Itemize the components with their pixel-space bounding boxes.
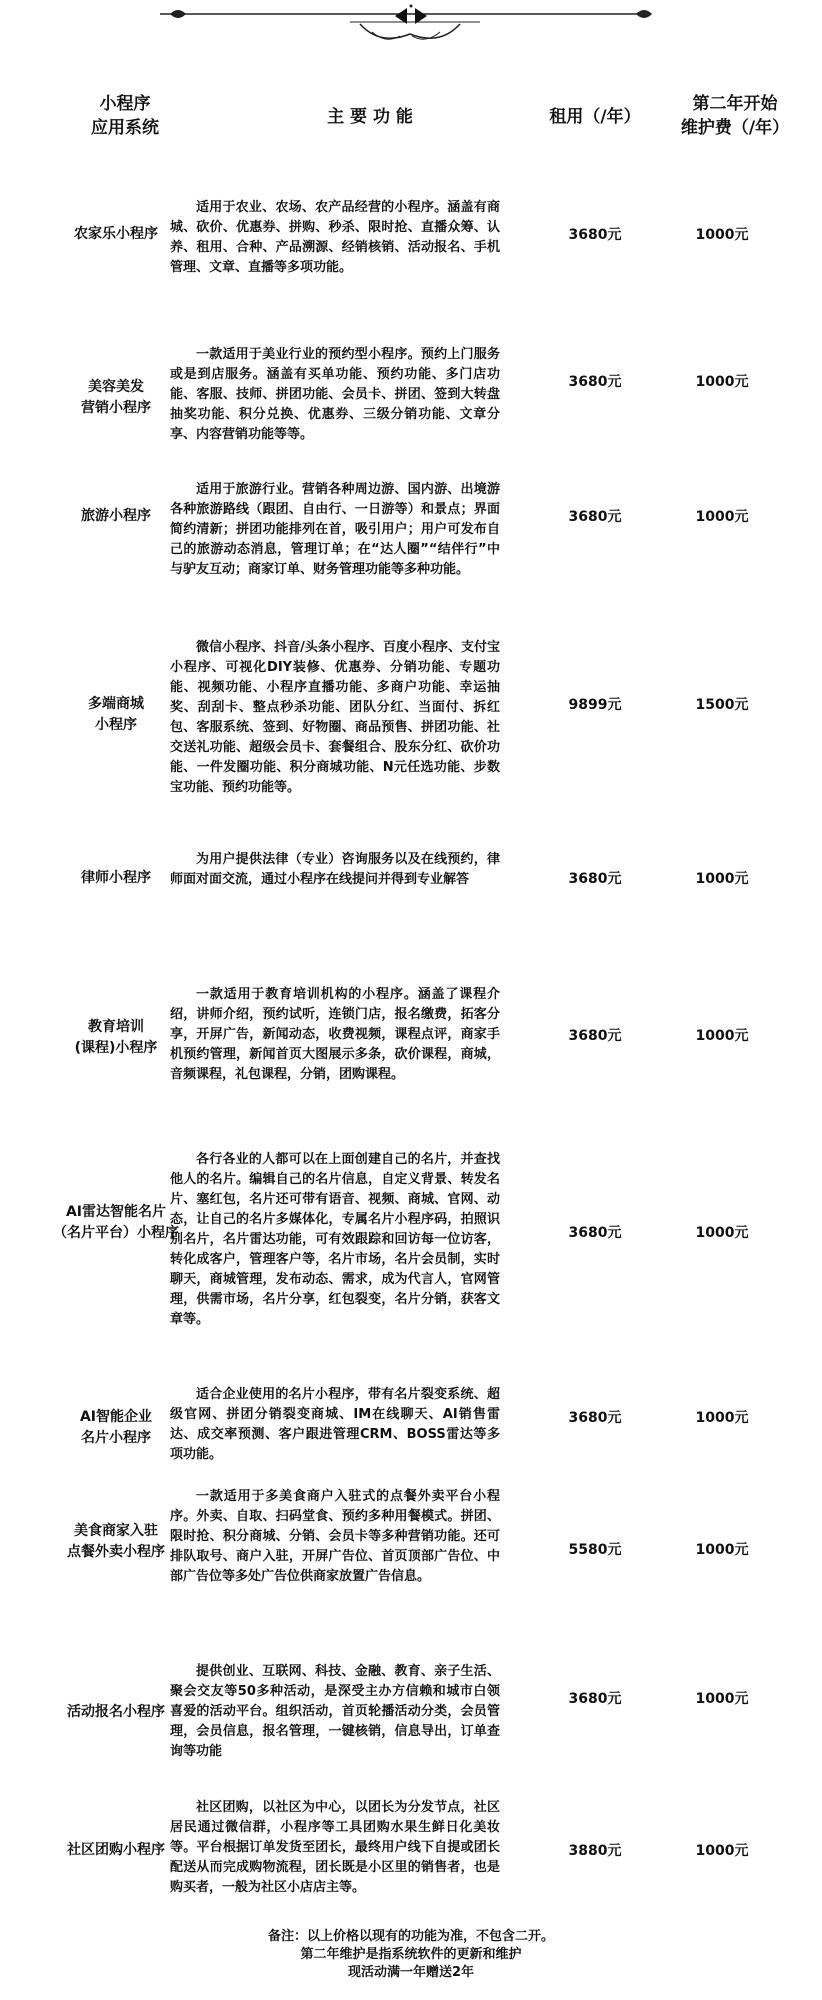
rent-price: 3680元 — [568, 227, 622, 243]
rent-price: 9899元 — [568, 697, 622, 713]
app-description: 微信小程序、抖音/头条小程序、百度小程序、支付宝小程序、可视化DIY装修、优惠券、分销功能、专题功能、视频功能、小程序直播功能、多商户功能、幸运抽奖、刮刮卡、整点秒杀功能、团队分红、当面付、拆红包、客服系统、签到、好物圈、商品预售、拼团功能、社交送礼功能、超级会员卡、套餐组合、股东分红、砍价功能、一件发圈功能、积分商城功能、N元任选功能、步数宝功能、预约功能等。 — [170, 640, 500, 795]
footer-note-1: 备注：以上价格以现有的功能为准，不包含二开。 — [267, 1929, 554, 1944]
app-name: AI雷达智能名片 （名片平台）小程序 — [53, 1204, 179, 1241]
app-name: 活动报名小程序 — [67, 1704, 165, 1720]
app-name: 美容美发 营销小程序 — [81, 379, 151, 416]
header-app-system: 小程序 应用系统 — [91, 94, 159, 138]
rent-price: 3680元 — [568, 374, 622, 390]
header-rent: 租用（/年） — [549, 107, 641, 127]
footer-notes — [0, 1928, 822, 1982]
app-name: 律师小程序 — [81, 870, 151, 886]
header-ornament — [0, 0, 822, 60]
app-description: 各行各业的人都可以在上面创建自己的名片，并查找他人的名片。编辑自己的名片信息，自定义背景、转发名片、塞红包，名片还可带有语音、视频、商城、官网、动态，让自己的名片多媒体化，专属名片小程序码，拍照识别名片，名片雷达功能，可有效跟踪和回访每一位访客，转化成客户，管理客户等，名片市场，名片会员制，实时聊天，商城管理，发布动态、需求，成为代言人，官网管理，供需市场，名片分享，红包裂变，名片分销，获客文章等。 — [170, 1152, 500, 1327]
rent-price: 3680元 — [568, 1691, 622, 1707]
maintenance-fee: 1000元 — [695, 227, 749, 243]
app-description: 提供创业、互联网、科技、金融、教育、亲子生活、聚会交友等50多种活动，是深受主办方信赖和城市白领喜爱的活动平台。组织活动，首页轮播活动分类，会员管理，会员信息，报名管理，一键核销，信息导出，订单查询等功能 — [170, 1664, 500, 1759]
header-maintenance: 第二年开始 维护费（/年） — [680, 94, 790, 138]
maintenance-fee: 1000元 — [695, 1542, 749, 1558]
app-name: 多端商城 小程序 — [88, 696, 144, 733]
maintenance-fee: 1000元 — [695, 1028, 749, 1044]
app-description: 适用于农业、农场、农产品经营的小程序。涵盖有商城、砍价、优惠券、拼购、秒杀、限时抢、直播众筹、认养、租用、合种、产品溯源、经销核销、活动报名、手机管理、文章、直播等多项功能。 — [170, 200, 500, 275]
app-description: 一款适用于教育培训机构的小程序。涵盖了课程介绍，讲师介绍，预约试听，连锁门店，报名缴费，拓客分享，开屏广告，新闻动态，收费视频，课程点评，商家手机预约管理，新闻首页大图展示多条，砍价课程，商城，音频课程，礼包课程，分销，团购课程。 — [170, 987, 500, 1082]
maintenance-fee: 1000元 — [695, 509, 749, 525]
maintenance-fee: 1000元 — [695, 1691, 749, 1707]
rent-price: 3680元 — [568, 509, 622, 525]
footer-note-2: 第二年维护是指系统软件的更新和维护 — [300, 1947, 522, 1962]
app-description: 一款适用于多美食商户入驻式的点餐外卖平台小程序。外卖、自取、扫码堂食、预约多种用餐模式。拼团、限时抢、积分商城、分销、会员卡等多种营销功能。还可排队取号、商户入驻，开屏广告位、首页顶部广告位、中部广告位等多处广告位供商家放置广告信息。 — [170, 1489, 500, 1584]
maintenance-fee: 1000元 — [695, 374, 749, 390]
app-name: 旅游小程序 — [81, 508, 151, 524]
app-name: 社区团购小程序 — [67, 1842, 165, 1858]
maintenance-fee: 1000元 — [695, 1225, 749, 1241]
footer-note-3: 现活动满一年赠送2年 — [347, 1965, 475, 1980]
table-header — [0, 92, 822, 152]
app-name: AI智能企业 名片小程序 — [79, 1409, 153, 1446]
app-description: 为用户提供法律（专业）咨询服务以及在线预约，律师面对面交流，通过小程序在线提问并得到专业解答 — [170, 852, 500, 887]
app-name: 农家乐小程序 — [74, 226, 158, 242]
app-name: 教育培训 (课程)小程序 — [74, 1019, 158, 1056]
rent-price: 3680元 — [568, 1410, 622, 1426]
header-main-functions: 主 要 功 能 — [327, 107, 413, 127]
rent-price: 3880元 — [568, 1843, 622, 1859]
app-description: 一款适用于美业行业的预约型小程序。预约上门服务或是到店服务。涵盖有买单功能、预约功能、多门店功能、客服、技师、拼团功能、会员卡、拼团、签到大转盘抽奖功能、积分兑换、优惠券、三级分销功能、文章分享、内容营销功能等等。 — [170, 347, 500, 442]
rent-price: 3680元 — [568, 1225, 622, 1241]
app-name: 美食商家入驻 点餐外卖小程序 — [67, 1523, 165, 1560]
app-description: 适用于旅游行业。营销各种周边游、国内游、出境游各种旅游路线（跟团、自由行、一日游等）和景点；界面简约清新；拼团功能排列在首，吸引用户；用户可发布自己的旅游动态消息，管理订单；在“达人圈”“结伴行”中与驴友互动；商家订单、财务管理功能等多种功能。 — [170, 482, 500, 577]
rent-price: 5580元 — [568, 1542, 622, 1558]
app-description: 适合企业使用的名片小程序，带有名片裂变系统、超级官网、拼团分销裂变商城、IM在线聊天、AI销售雷达、成交率预测、客户跟进管理CRM、BOSS雷达等多项功能。 — [170, 1387, 500, 1462]
maintenance-fee: 1000元 — [695, 1410, 749, 1426]
rent-price: 3680元 — [568, 871, 622, 887]
maintenance-fee: 1000元 — [695, 871, 749, 887]
rent-price: 3680元 — [568, 1028, 622, 1044]
app-description: 社区团购，以社区为中心，以团长为分发节点，社区居民通过微信群，小程序等工具团购水果生鲜日化美妆等。平台根据订单发货至团长，最终用户线下自提或团长配送从而完成购物流程，团长既是小区里的销售者，也是购买者，一般为社区小店店主等。 — [170, 1800, 500, 1895]
maintenance-fee: 1000元 — [695, 1843, 749, 1859]
maintenance-fee: 1500元 — [695, 697, 749, 713]
